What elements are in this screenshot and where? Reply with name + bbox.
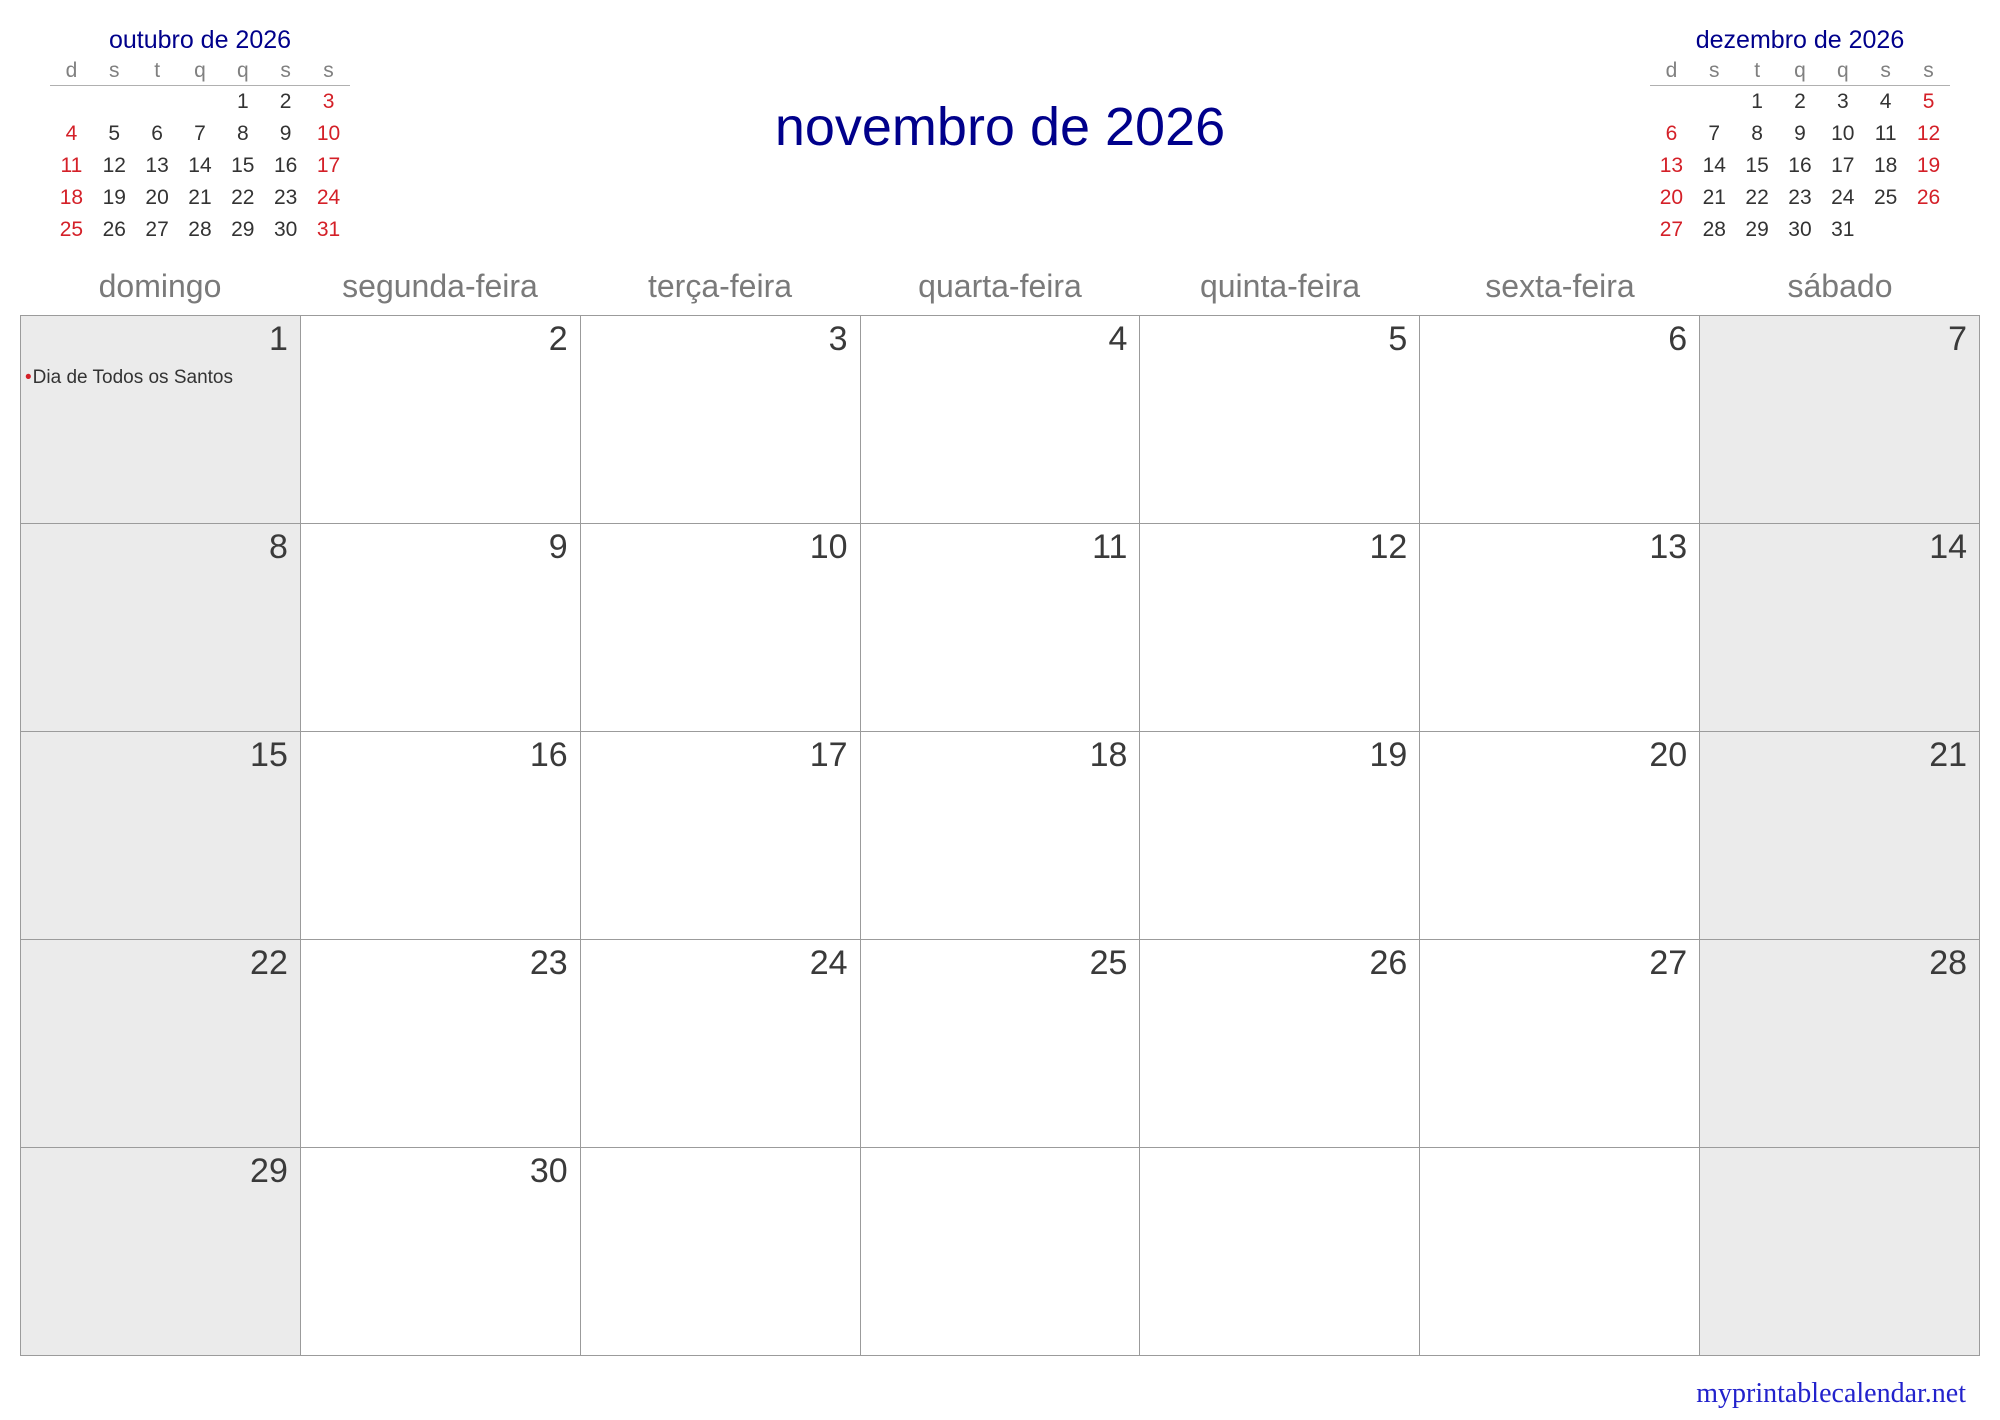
mini-prev-day: 23 xyxy=(273,186,298,209)
day-number: 23 xyxy=(529,944,568,982)
mini-prev-day: 4 xyxy=(65,122,78,145)
mini-prev-day: 30 xyxy=(273,218,298,241)
mini-prev-day: 19 xyxy=(102,186,126,209)
mini-next-week-row xyxy=(1650,86,1950,119)
mini-prev-day: 11 xyxy=(60,154,83,177)
calendar-day-cell[interactable] xyxy=(581,1148,861,1356)
mini-prev-day: 15 xyxy=(231,154,255,177)
weekday-header-6: sábado xyxy=(1787,268,1893,304)
mini-calendar-next-table xyxy=(1650,59,1950,246)
mini-prev-day: 17 xyxy=(316,154,341,177)
day-number: 29 xyxy=(250,1152,288,1190)
day-number: 4 xyxy=(1108,320,1128,358)
calendar-day-cell[interactable] xyxy=(21,940,301,1148)
mini-next-day: 4 xyxy=(1879,90,1892,113)
day-number: 5 xyxy=(1388,320,1408,358)
calendar-day-cell[interactable] xyxy=(861,316,1141,524)
mini-next-day: 26 xyxy=(1916,186,1941,209)
day-events xyxy=(25,366,296,390)
mini-next-day: 14 xyxy=(1702,154,1726,177)
day-number: 1 xyxy=(268,320,288,358)
mini-prev-day: 20 xyxy=(145,186,169,209)
mini-prev-weekday-initial: t xyxy=(136,59,179,86)
day-number: 11 xyxy=(1092,528,1128,566)
mini-next-day: 28 xyxy=(1702,218,1726,241)
day-number: 12 xyxy=(1369,528,1408,566)
calendar-day-cell[interactable] xyxy=(1700,940,1980,1148)
day-number: 28 xyxy=(1929,944,1968,982)
calendar-day-cell[interactable] xyxy=(21,1148,301,1356)
mini-next-day: 7 xyxy=(1708,122,1721,145)
mini-next-day: 30 xyxy=(1788,218,1812,241)
mini-prev-weekday-initial: s xyxy=(264,59,307,86)
mini-prev-day: 1 xyxy=(236,90,249,113)
day-number: 30 xyxy=(529,1152,568,1190)
calendar-day-cell[interactable] xyxy=(1140,1148,1420,1356)
day-number: 21 xyxy=(1929,736,1968,774)
mini-prev-day: 29 xyxy=(231,218,255,241)
mini-next-day: 22 xyxy=(1745,186,1769,209)
calendar-day-cell[interactable] xyxy=(21,732,301,940)
calendar-day-cell[interactable] xyxy=(1140,940,1420,1148)
calendar-week-row xyxy=(21,1148,1980,1356)
mini-next-day: 6 xyxy=(1665,122,1678,145)
mini-prev-weekday-initial: s xyxy=(93,59,136,86)
day-number: 7 xyxy=(1948,320,1968,358)
day-number: 19 xyxy=(1369,736,1408,774)
mini-prev-day: 24 xyxy=(316,186,341,209)
mini-next-week-row xyxy=(1650,118,1950,150)
calendar-day-cell[interactable] xyxy=(1420,940,1700,1148)
day-number: 15 xyxy=(250,736,288,774)
day-number: 16 xyxy=(529,736,568,774)
calendar-day-cell[interactable] xyxy=(1420,316,1700,524)
mini-prev-weekday-initial: d xyxy=(50,59,93,86)
mini-next-day: 25 xyxy=(1873,186,1898,209)
calendar-day-cell[interactable] xyxy=(1420,524,1700,732)
site-credit: myprintablecalendar.net xyxy=(1696,1378,1966,1409)
calendar-day-cell[interactable] xyxy=(1700,732,1980,940)
calendar-day-cell[interactable] xyxy=(1140,316,1420,524)
weekday-header-2: terça-feira xyxy=(647,268,793,304)
mini-prev-day: 8 xyxy=(236,122,249,145)
mini-next-day: 23 xyxy=(1788,186,1812,209)
calendar-week-row xyxy=(21,316,1980,524)
calendar-day-cell[interactable] xyxy=(861,732,1141,940)
mini-next-weekday-initial: q xyxy=(1779,59,1822,86)
mini-calendar-next-title: dezembro de 2026 xyxy=(1695,26,1905,54)
calendar-day-cell[interactable] xyxy=(861,1148,1141,1356)
day-number: 20 xyxy=(1649,736,1688,774)
mini-prev-day: 13 xyxy=(145,154,169,177)
event-bullet-icon: • xyxy=(25,367,32,388)
mini-next-day: 18 xyxy=(1873,154,1898,177)
calendar-week-row xyxy=(21,732,1980,940)
day-number: 18 xyxy=(1089,736,1128,774)
mini-next-day xyxy=(1693,86,1736,119)
calendar-day-cell[interactable] xyxy=(1420,1148,1700,1356)
mini-next-week-row xyxy=(1650,182,1950,214)
calendar-day-cell[interactable] xyxy=(1140,732,1420,940)
mini-next-day: 1 xyxy=(1751,90,1763,113)
calendar-day-cell[interactable] xyxy=(581,940,861,1148)
calendar-day-cell[interactable] xyxy=(861,524,1141,732)
mini-next-weekday-initial: t xyxy=(1736,59,1779,86)
mini-next-day: 20 xyxy=(1659,186,1684,209)
calendar-day-cell[interactable] xyxy=(1700,1148,1980,1356)
calendar-header xyxy=(0,0,2000,268)
mini-next-day: 12 xyxy=(1916,122,1941,145)
calendar-day-cell[interactable] xyxy=(1700,316,1980,524)
day-number: 3 xyxy=(828,320,848,358)
mini-prev-day: 26 xyxy=(102,218,126,241)
calendar-day-cell[interactable] xyxy=(21,316,301,524)
mini-prev-day: 3 xyxy=(322,90,335,113)
calendar-day-cell[interactable] xyxy=(581,732,861,940)
mini-next-day: 27 xyxy=(1659,218,1684,241)
mini-weekday-row xyxy=(50,59,350,86)
mini-next-day: 11 xyxy=(1874,122,1897,145)
calendar-day-cell[interactable] xyxy=(581,524,861,732)
day-number: 27 xyxy=(1649,944,1688,982)
mini-next-day: 10 xyxy=(1831,122,1855,145)
mini-prev-day: 28 xyxy=(188,218,212,241)
mini-next-day: 3 xyxy=(1836,90,1849,113)
mini-prev-day: 16 xyxy=(273,154,298,177)
mini-prev-day: 18 xyxy=(59,186,84,209)
calendar-day-cell[interactable] xyxy=(1700,524,1980,732)
calendar-grid xyxy=(20,315,1980,1356)
weekday-header-row xyxy=(20,268,1980,315)
weekday-header-3: quarta-feira xyxy=(918,268,1082,304)
mini-next-day: 19 xyxy=(1916,154,1941,177)
mini-prev-day: 14 xyxy=(188,154,212,177)
mini-next-day: 24 xyxy=(1831,186,1855,209)
mini-next-day xyxy=(1650,86,1693,119)
mini-calendar-previous-title: outubro de 2026 xyxy=(108,26,292,54)
day-number: 14 xyxy=(1929,528,1968,566)
mini-prev-weekday-initial: q xyxy=(179,59,222,86)
mini-prev-day: 5 xyxy=(108,122,121,145)
mini-prev-day: 10 xyxy=(316,122,341,145)
day-number: 9 xyxy=(548,528,568,566)
mini-prev-day: 7 xyxy=(194,122,206,145)
mini-prev-day: 31 xyxy=(316,218,341,241)
mini-prev-week-row xyxy=(50,214,350,246)
calendar-day-cell[interactable] xyxy=(301,524,581,732)
page-title: novembro de 2026 xyxy=(774,97,1226,157)
day-number: 22 xyxy=(250,944,288,982)
mini-calendar-next-month xyxy=(1650,26,1950,246)
mini-next-weekday-initial: q xyxy=(1821,59,1864,86)
calendar-day-cell[interactable] xyxy=(301,940,581,1148)
mini-next-day: 5 xyxy=(1922,90,1935,113)
day-number: 25 xyxy=(1089,944,1128,982)
mini-next-day xyxy=(1864,214,1907,246)
mini-prev-weekday-initial: q xyxy=(221,59,264,86)
mini-next-weekday-initial: s xyxy=(1693,59,1736,86)
day-number: 13 xyxy=(1649,528,1688,566)
day-number: 6 xyxy=(1668,320,1688,358)
mini-next-day: 8 xyxy=(1751,122,1763,145)
calendar-day-cell[interactable] xyxy=(1420,732,1700,940)
calendar-day-cell[interactable] xyxy=(861,940,1141,1148)
mini-prev-day: 9 xyxy=(279,122,292,145)
day-number: 24 xyxy=(809,944,848,982)
mini-weekday-row xyxy=(1650,59,1950,86)
mini-next-day: 21 xyxy=(1702,186,1726,209)
calendar-day-cell[interactable] xyxy=(581,316,861,524)
calendar-week-row xyxy=(21,940,1980,1148)
mini-prev-day: 25 xyxy=(59,218,84,241)
calendar-day-cell[interactable] xyxy=(301,316,581,524)
mini-prev-day: 2 xyxy=(279,90,292,113)
holiday-event xyxy=(25,366,296,390)
day-number: 10 xyxy=(809,528,848,566)
weekday-header-5: sexta-feira xyxy=(1485,268,1635,304)
mini-next-day: 16 xyxy=(1788,154,1812,177)
mini-prev-day: 22 xyxy=(231,186,255,209)
mini-next-day: 29 xyxy=(1745,218,1769,241)
mini-prev-day: 12 xyxy=(102,154,126,177)
mini-next-day: 31 xyxy=(1831,218,1855,241)
mini-next-weekday-initial: s xyxy=(1864,59,1907,86)
mini-next-day: 13 xyxy=(1659,154,1684,177)
day-number: 26 xyxy=(1369,944,1408,982)
day-number: 8 xyxy=(268,528,288,566)
mini-next-week-row xyxy=(1650,214,1950,246)
calendar-day-cell[interactable] xyxy=(301,732,581,940)
event-label: Dia de Todos os Santos xyxy=(32,367,233,388)
weekday-header-1: segunda-feira xyxy=(342,268,538,304)
mini-next-weekday-initial: d xyxy=(1650,59,1693,86)
mini-prev-weekday-initial: s xyxy=(307,59,350,86)
weekday-header-0: domingo xyxy=(98,268,222,304)
mini-prev-day: 27 xyxy=(145,218,169,241)
weekday-header-4: quinta-feira xyxy=(1199,268,1361,304)
day-number: 2 xyxy=(548,320,568,358)
calendar-week-row xyxy=(21,524,1980,732)
mini-next-week-row xyxy=(1650,150,1950,182)
calendar-day-cell[interactable] xyxy=(21,524,301,732)
mini-prev-week-row xyxy=(50,182,350,214)
mini-next-day: 15 xyxy=(1745,154,1769,177)
mini-prev-day: 21 xyxy=(188,186,212,209)
mini-next-day xyxy=(1907,214,1950,246)
mini-prev-day: 6 xyxy=(151,122,163,145)
mini-next-day: 2 xyxy=(1794,90,1806,113)
mini-next-day: 17 xyxy=(1831,154,1855,177)
mini-next-day: 9 xyxy=(1794,122,1806,145)
mini-next-weekday-initial: s xyxy=(1907,59,1950,86)
calendar-day-cell[interactable] xyxy=(301,1148,581,1356)
calendar-day-cell[interactable] xyxy=(1140,524,1420,732)
day-number: 17 xyxy=(809,736,848,774)
